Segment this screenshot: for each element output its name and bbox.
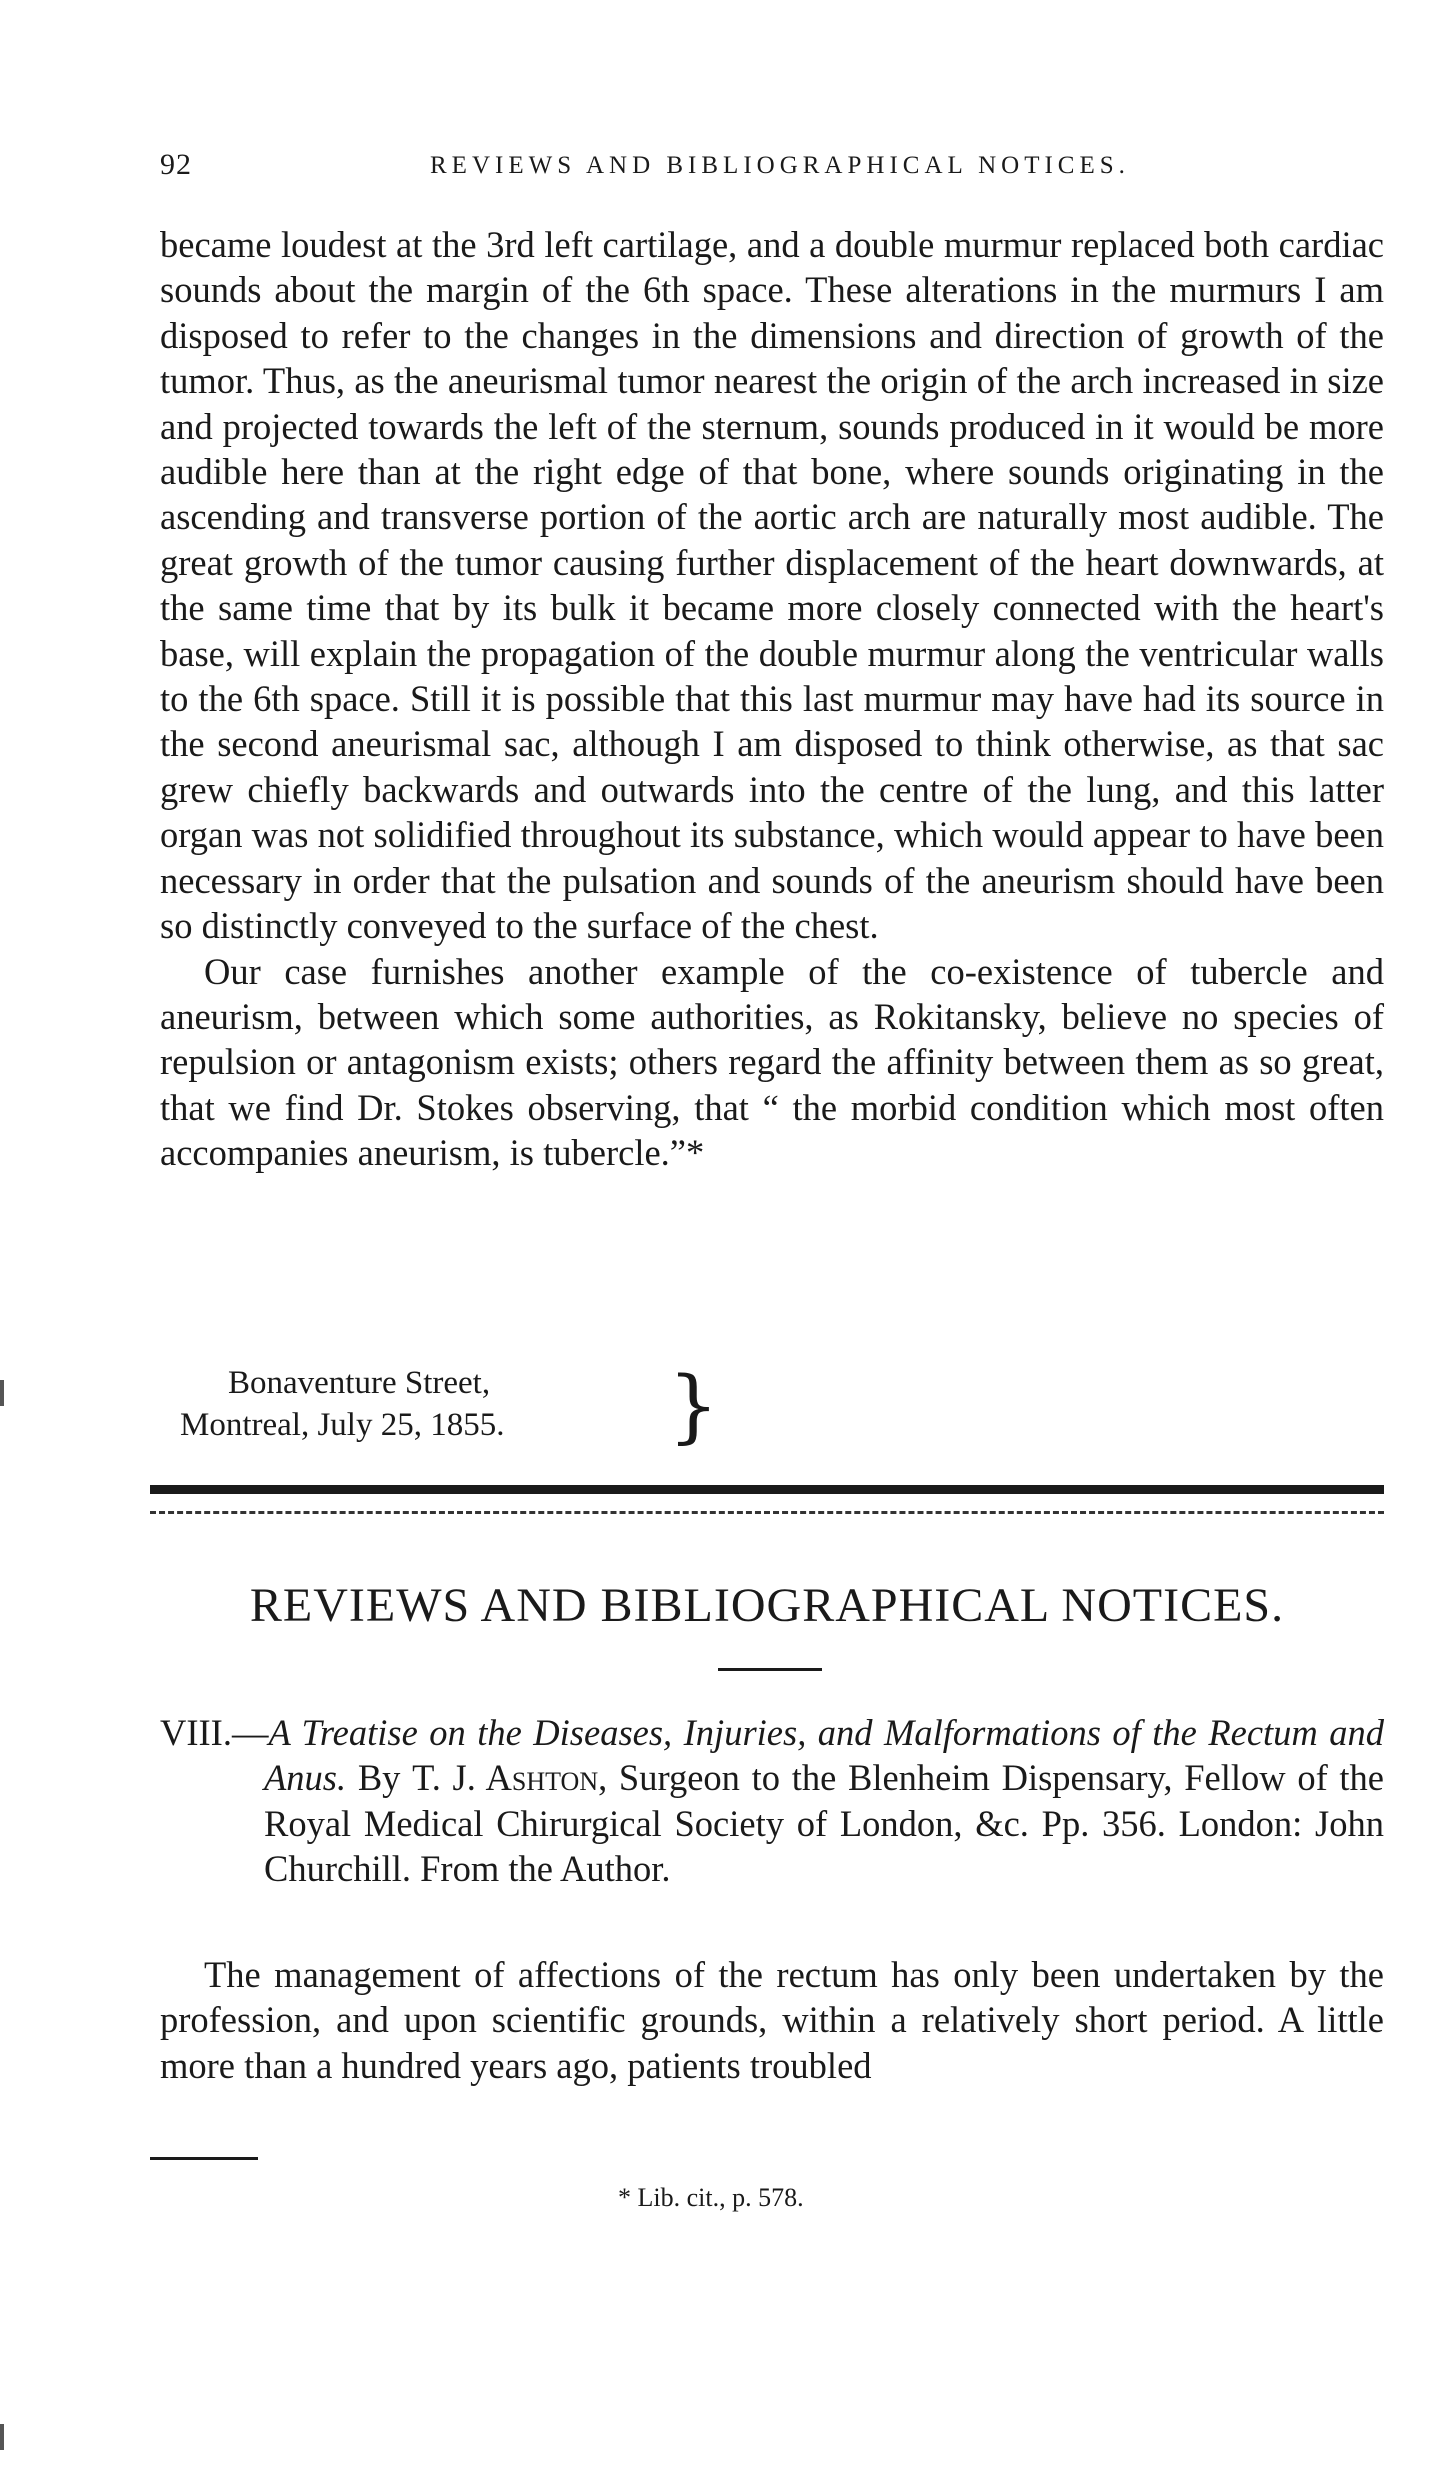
section-heading: REVIEWS AND BIBLIOGRAPHICAL NOTICES. <box>249 1579 1285 1632</box>
case-paragraph-1: became loudest at the 3rd left cartilage, and a double murmur replaced both cardiac sounds about the margin of the 6th space. These alterations in the murmurs I am disposed to refer to the changes in the dimensions and direction of growth of the tumor. Thus, as the aneurismal tumor nearest the origin of the arch increased in size and projected towards the left of the sternum, sounds produced in it would be more audible here than at the right edge of that bone, where sounds originating in the ascending and transverse portion of the aortic arch are naturally most audible. The great growth of the tumor causing further displacement of the heart downwards, at the same time that by its bulk it became more closely connected with the heart's base, will explain the propagation of the double murmur along the ventricular walls to the 6th space. Still it is possible that this last murmur may have had its source in the second aneurismal sac, although I am disposed to think otherwise, as that sac grew chiefly backwards and outwards into the centre of the lung, and this latter organ was not solidified throughout its substance, which would appear to have been necessary in order that the pulsation and sounds of the aneurism should have been so distinctly conveyed to the surface of the chest. <box>160 224 1384 947</box>
section-divider-thick <box>150 1485 1384 1494</box>
case-report-text <box>160 222 1384 1176</box>
signature-block <box>180 1359 719 1452</box>
page-number: 92 <box>160 148 192 181</box>
signature-address: Bonaventure Street, <box>228 1365 491 1401</box>
running-title: REVIEWS AND BIBLIOGRAPHICAL NOTICES. <box>430 152 1130 179</box>
footnote: * Lib. cit., p. 578. <box>618 2183 804 2212</box>
running-head <box>160 148 1380 188</box>
review-text <box>160 1952 1384 2088</box>
footnote-rule <box>150 2157 258 2160</box>
review-author: T. J. Ashton <box>412 1757 599 1799</box>
scan-edge-mark <box>0 1380 4 1406</box>
review-details: , Surgeon to the Blenheim Dispensary, Fellow of the Royal Medical Chirurgical Society of London, &c. Pp. 356. London: John Churchill. From the Author. <box>264 1757 1385 1890</box>
review-paragraph-1: The management of affections of the rectum has only been undertaken by the profession, and upon scientific grounds, within a relatively short period. A little more than a hundred years ago, patients troubled <box>160 1954 1384 2086</box>
scan-edge-mark <box>0 2424 4 2450</box>
section-divider-thin <box>150 1511 1384 1514</box>
review-entry <box>160 1710 1384 1892</box>
signature-date: Montreal, July 25, 1855. <box>180 1407 505 1443</box>
case-paragraph-2: Our case furnishes another example of the co-existence of tubercle and aneurism, between which some authorities, as Rokitansky, believe no species of repulsion or antagonism exists; others regard the affinity between them as so great, that we find Dr. Stokes observing, that “ the morbid condition which most often accompanies aneurism, is tubercle.”* <box>160 950 1384 1174</box>
signature-brace: } <box>668 1359 719 1452</box>
review-book-title: A Treatise on the Diseases, Injuries, and Malformations of the Rectum and Anus. <box>264 1712 1384 1799</box>
review-by: By <box>357 1757 401 1799</box>
heading-underline <box>718 1668 822 1671</box>
review-number: VIII.— <box>160 1712 269 1753</box>
